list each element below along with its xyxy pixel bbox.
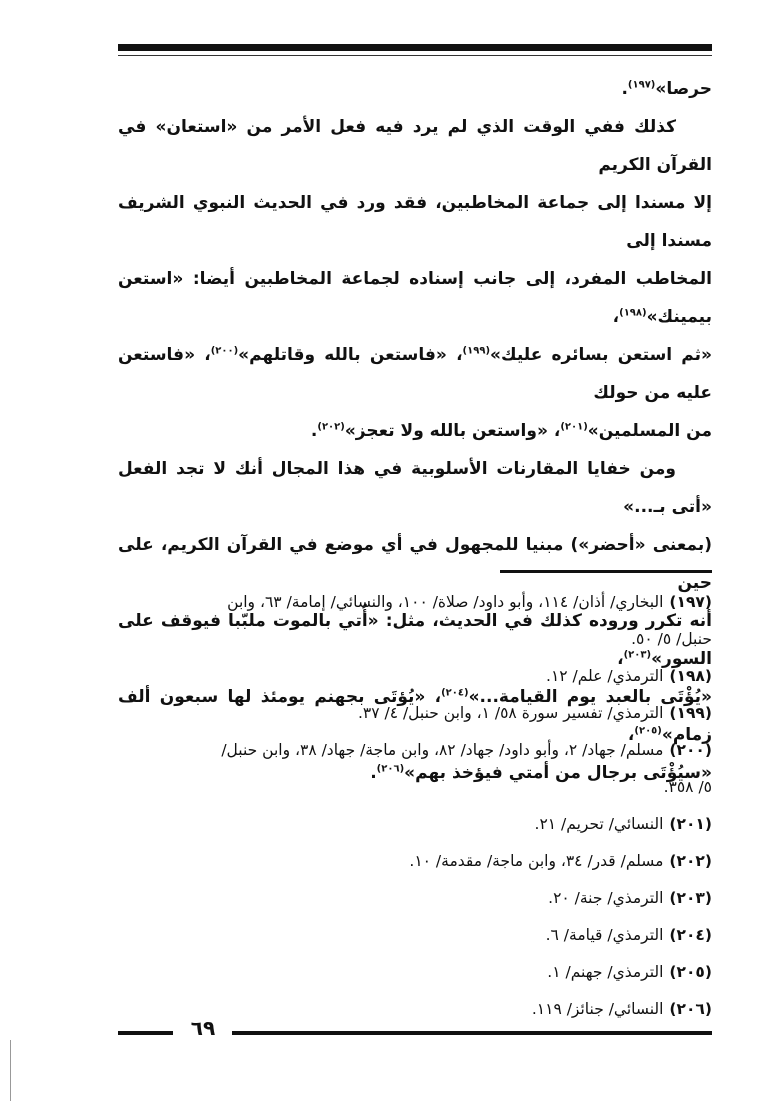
footnote-number: (٢٠٤) [669,926,712,944]
text-line: أنه تكرر وروده كذلك في الحديث، مثل: «أُتي بالموت ملبّبا فيوقف على السور»$^{(٢٠٣)}$، [118,611,712,669]
text-line: (بمعنى «أحضر») مبنيا للمجهول في أي موضع في القرآن الكريم، على حين [118,535,712,593]
footnote-text: مسلم/ قدر/ ٣٤، وابن ماجة/ مقدمة/ ١٠. [409,852,664,870]
footnote-205 [118,954,712,991]
text-line: ومن خفايا المقارنات الأسلوبية في هذا المجال أنك لا تجد الفعل «أتى بـ...» [118,459,712,517]
footnote-198 [118,658,712,695]
footnote-continuation: حنبل/ ٥/ ٥٠. [631,630,712,648]
footnotes [118,584,712,1028]
text-line: المخاطب المفرد، إلى جانب إسناده لجماعة المخاطبين أيضا: «استعن بيمينك»$^{(١٩٨)}$، [118,269,712,327]
footnote-text: الترمذي/ جنة/ ٢٠. [548,889,664,907]
footnote-204 [118,917,712,954]
text-line: «ثم استعن بسائره عليك»$^{(١٩٩)}$، «فاستعن بالله وقاتلهم»$^{(٢٠٠)}$، «فاستعن عليه من حولك [118,345,712,403]
header-rule-thin [118,55,712,56]
text-line: إلا مسندا إلى جماعة المخاطبين، فقد ورد في الحديث النبوي الشريف مسندا إلى [118,193,712,251]
footnote-continuation: ٥/ ٣٥٨. [663,778,712,796]
footnote-text: مسلم/ جهاد/ ٢، وأبو داود/ جهاد/ ٨٢، وابن ماجة/ جهاد/ ٣٨، وابن حنبل/ [221,741,664,759]
footnote-number: (٢٠٢) [669,852,712,870]
footer-rule-right [232,1031,712,1035]
page-number: ٦٩ [190,1016,216,1040]
footnote-200 [118,732,712,769]
footnote-203 [118,880,712,917]
text-line: كذلك ففي الوقت الذي لم يرد فيه فعل الأمر من «استعان» في القرآن الكريم [118,117,712,175]
header-rule [118,44,712,51]
footnote-number: (٢٠٠) [669,741,712,759]
footnote-199 [118,695,712,732]
footnote-text: الترمذي/ تفسير سورة ٥٨/ ١، وابن حنبل/ ٤/ ٣٧. [357,704,664,722]
footnote-text: الترمذي/ علم/ ١٢. [546,667,664,685]
footnote-text: النسائي/ جنائز/ ١١٩. [531,1000,664,1018]
text-line: «يُؤْتَى بالعبد يوم القيامة...»$^{(٢٠٤)}$، «يُؤتَى بجهنم يومئذ لها سبعون ألف زمام»$^{(٢٠٥)}$، [118,687,712,745]
margin-mark [10,1040,11,1101]
footnote-number: (٢٠٥) [669,963,712,981]
footnote-202 [118,843,712,880]
footnote-number: (٢٠١) [669,815,712,833]
footnote-text: النسائي/ تحريم/ ٢١. [534,815,664,833]
footnote-divider [500,570,712,573]
footnote-text: الترمذي/ قيامة/ ٦. [545,926,664,944]
footnote-201 [118,806,712,843]
footnote-number: (١٩٨) [669,667,712,685]
footnote-number: (١٩٧) [669,593,712,611]
text-line: «سيُؤْتَى برجال من أمتي فيؤخذ بهم»$^{(٢٠٦)}$. [370,763,712,783]
footnote-number: (١٩٩) [669,704,712,722]
footnote-text: البخاري/ أذان/ ١١٤، وأبو داود/ صلاة/ ١٠٠، والنسائي/ إمامة/ ٦٣، وابن [227,593,664,611]
text-line: حرصا»$^{(١٩٧)}$. [621,79,712,99]
footnote-number: (٢٠٣) [669,889,712,907]
footer-rule-left [118,1031,173,1035]
text-line: من المسلمين»$^{(٢٠١)}$، «واستعن بالله ولا تعجز»$^{(٢٠٢)}$. [310,421,712,441]
footnote-197 [118,584,712,621]
footnote-text: الترمذي/ جهنم/ ١. [547,963,664,981]
footnote-number: (٢٠٦) [669,1000,712,1018]
